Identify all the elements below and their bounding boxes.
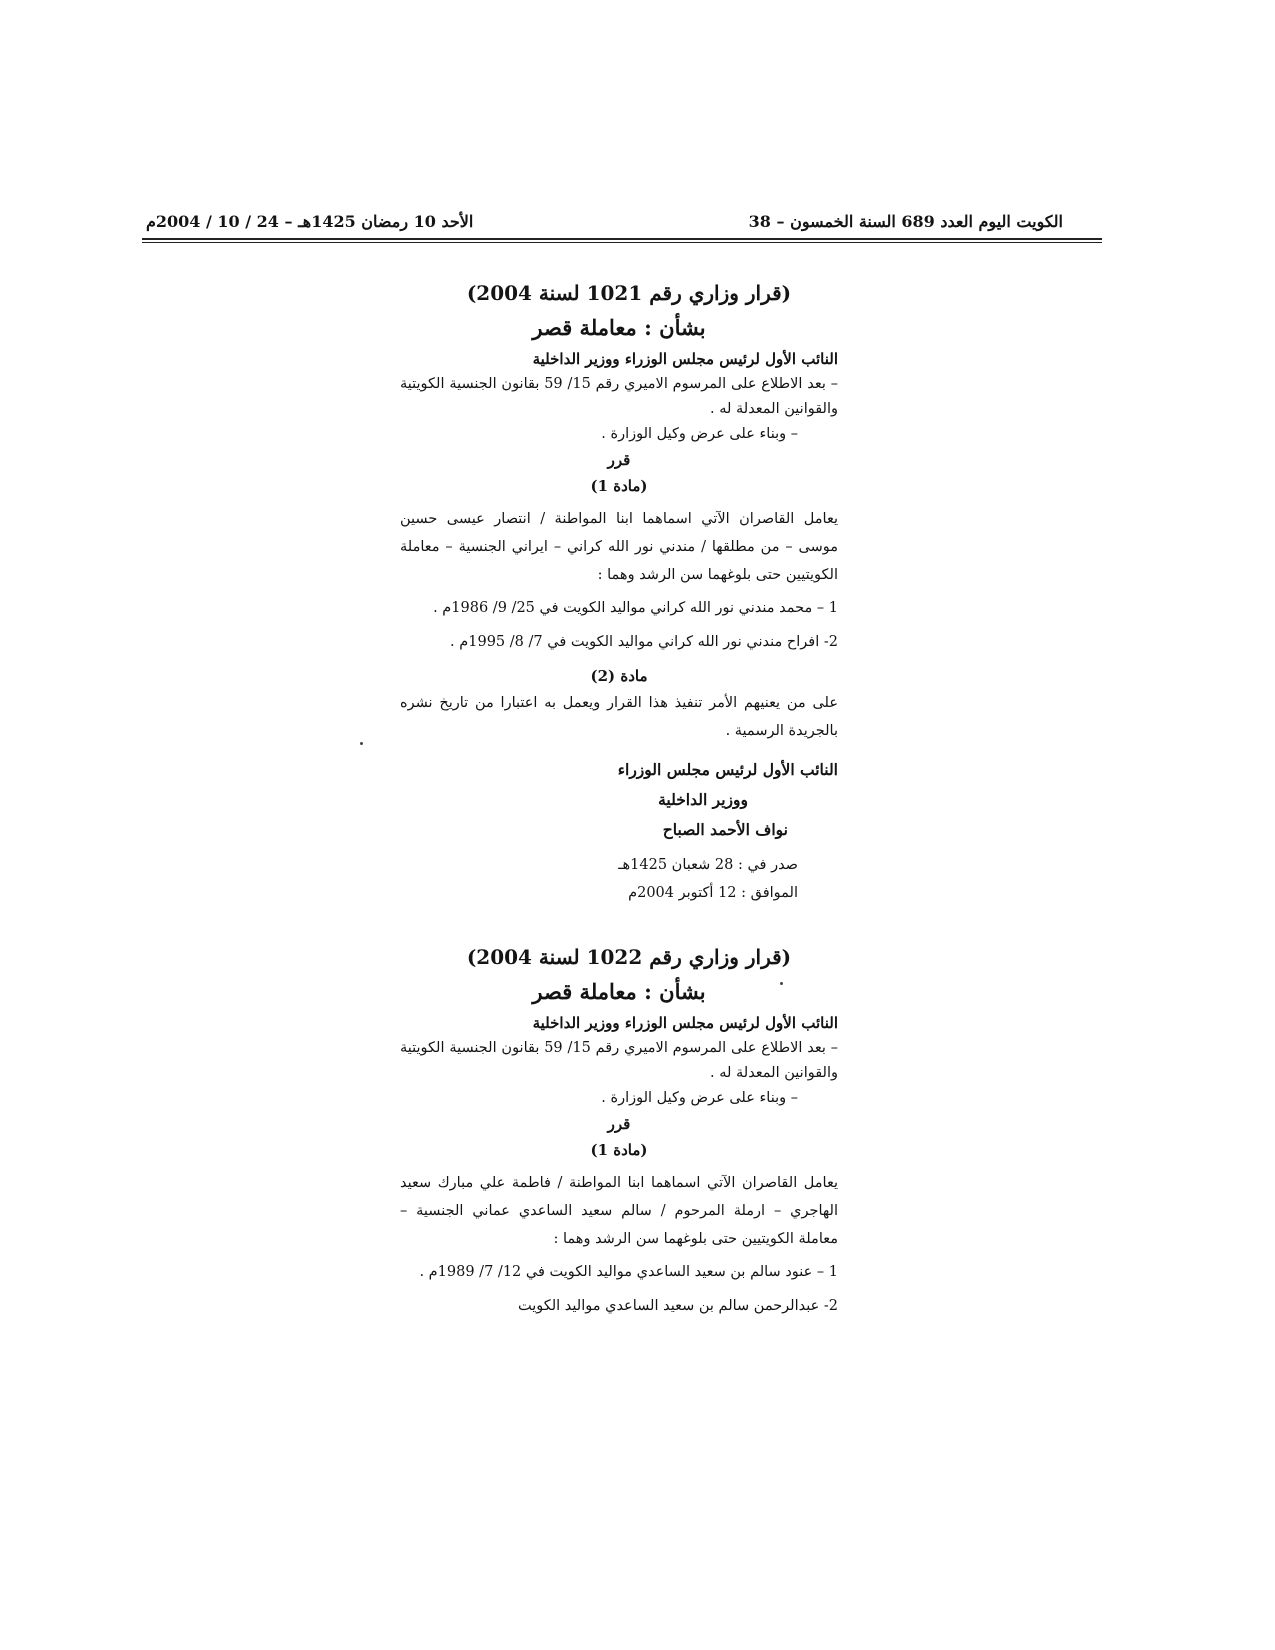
list-item: 1 – عنود سالم بن سعيد الساعدي مواليد الكويت في 12/ 7/ 1989م . (419, 1264, 838, 1280)
gazette-issue-header: الكويت اليوم العدد 689 السنة الخمسون – 38 (748, 212, 1063, 231)
decree-subject: بشأن : معاملة قصر (532, 979, 706, 1004)
signature-title: النائب الأول لرئيس مجلس الوزراء (617, 760, 838, 779)
preamble-clause: – وبناء على عرض وكيل الوزارة . (601, 1090, 798, 1106)
header-rule-thin (142, 242, 1102, 243)
list-item: 2- عبدالرحمن سالم بن سعيد الساعدي مواليد الكويت (517, 1298, 838, 1314)
signature-block (418, 755, 838, 845)
signatory-name: نواف الأحمد الصباح (662, 820, 788, 839)
decree-1021 (400, 276, 838, 907)
decided-heading: قرر (607, 1115, 631, 1133)
preamble-clause: – بعد الاطلاع على المرسوم الاميري رقم 15/ 59 بقانون الجنسية الكويتية والقوانين المعدلة له . (400, 376, 838, 417)
article-2-heading: مادة (2) (590, 667, 648, 685)
preamble-clause: – وبناء على عرض وكيل الوزارة . (601, 426, 798, 442)
decree-title: (قرار وزاري رقم 1021 لسنة 2004) (466, 281, 792, 305)
decree-title: (قرار وزاري رقم 1022 لسنة 2004) (466, 945, 792, 969)
article-2-text: على من يعنيهم الأمر تنفيذ هذا القرار ويعمل به اعتبارا من تاريخ نشره بالجريدة الرسمية . (400, 695, 838, 739)
decided-heading: قرر (607, 451, 631, 469)
article-1-text: يعامل القاصران الآتي اسماهما ابنا المواطنة / فاطمة علي مبارك سعيد الهاجري – ارملة المرحوم / سالم سعيد الساعدي عماني الجنسية – معاملة الكويتيين حتى بلوغهما سن الرشد وهما : (400, 1175, 838, 1247)
article-1-text: يعامل القاصران الآتي اسماهما ابنا المواطنة / انتصار عيسى حسين موسى – من مطلقها / مندني نور الله كراني – ايراني الجنسية – معاملة الكويتيين حتى بلوغهما سن الرشد وهما : (400, 511, 838, 583)
issued-date: صدر في : 28 شعبان 1425هـ (618, 857, 798, 873)
list-item: 1 – محمد مندني نور الله كراني مواليد الكويت في 25/ 9/ 1986م . (433, 600, 838, 616)
preamble-clause: – بعد الاطلاع على المرسوم الاميري رقم 15/ 59 بقانون الجنسية الكويتية والقوانين المعدلة له . (400, 1040, 838, 1081)
decree-subject: بشأن : معاملة قصر (532, 315, 706, 340)
corresponding-date: الموافق : 12 أكتوبر 2004م (628, 885, 798, 901)
decree-1022 (400, 940, 838, 1321)
decree-issuer: النائب الأول لرئيس مجلس الوزراء ووزير الداخلية (532, 1014, 838, 1032)
article-1-heading: (مادة 1) (590, 477, 648, 495)
gazette-date-header: الأحد 10 رمضان 1425هـ – 24 / 10 / 2004م (146, 212, 474, 231)
header-rule (142, 238, 1102, 240)
decree-issuer: النائب الأول لرئيس مجلس الوزراء ووزير الداخلية (532, 350, 838, 368)
article-1-heading: (مادة 1) (590, 1141, 648, 1159)
scan-speck (360, 742, 363, 745)
signature-office: ووزير الداخلية (658, 790, 748, 809)
scan-speck (780, 982, 783, 985)
list-item: 2- افراح مندني نور الله كراني مواليد الكويت في 7/ 8/ 1995م . (450, 634, 838, 650)
